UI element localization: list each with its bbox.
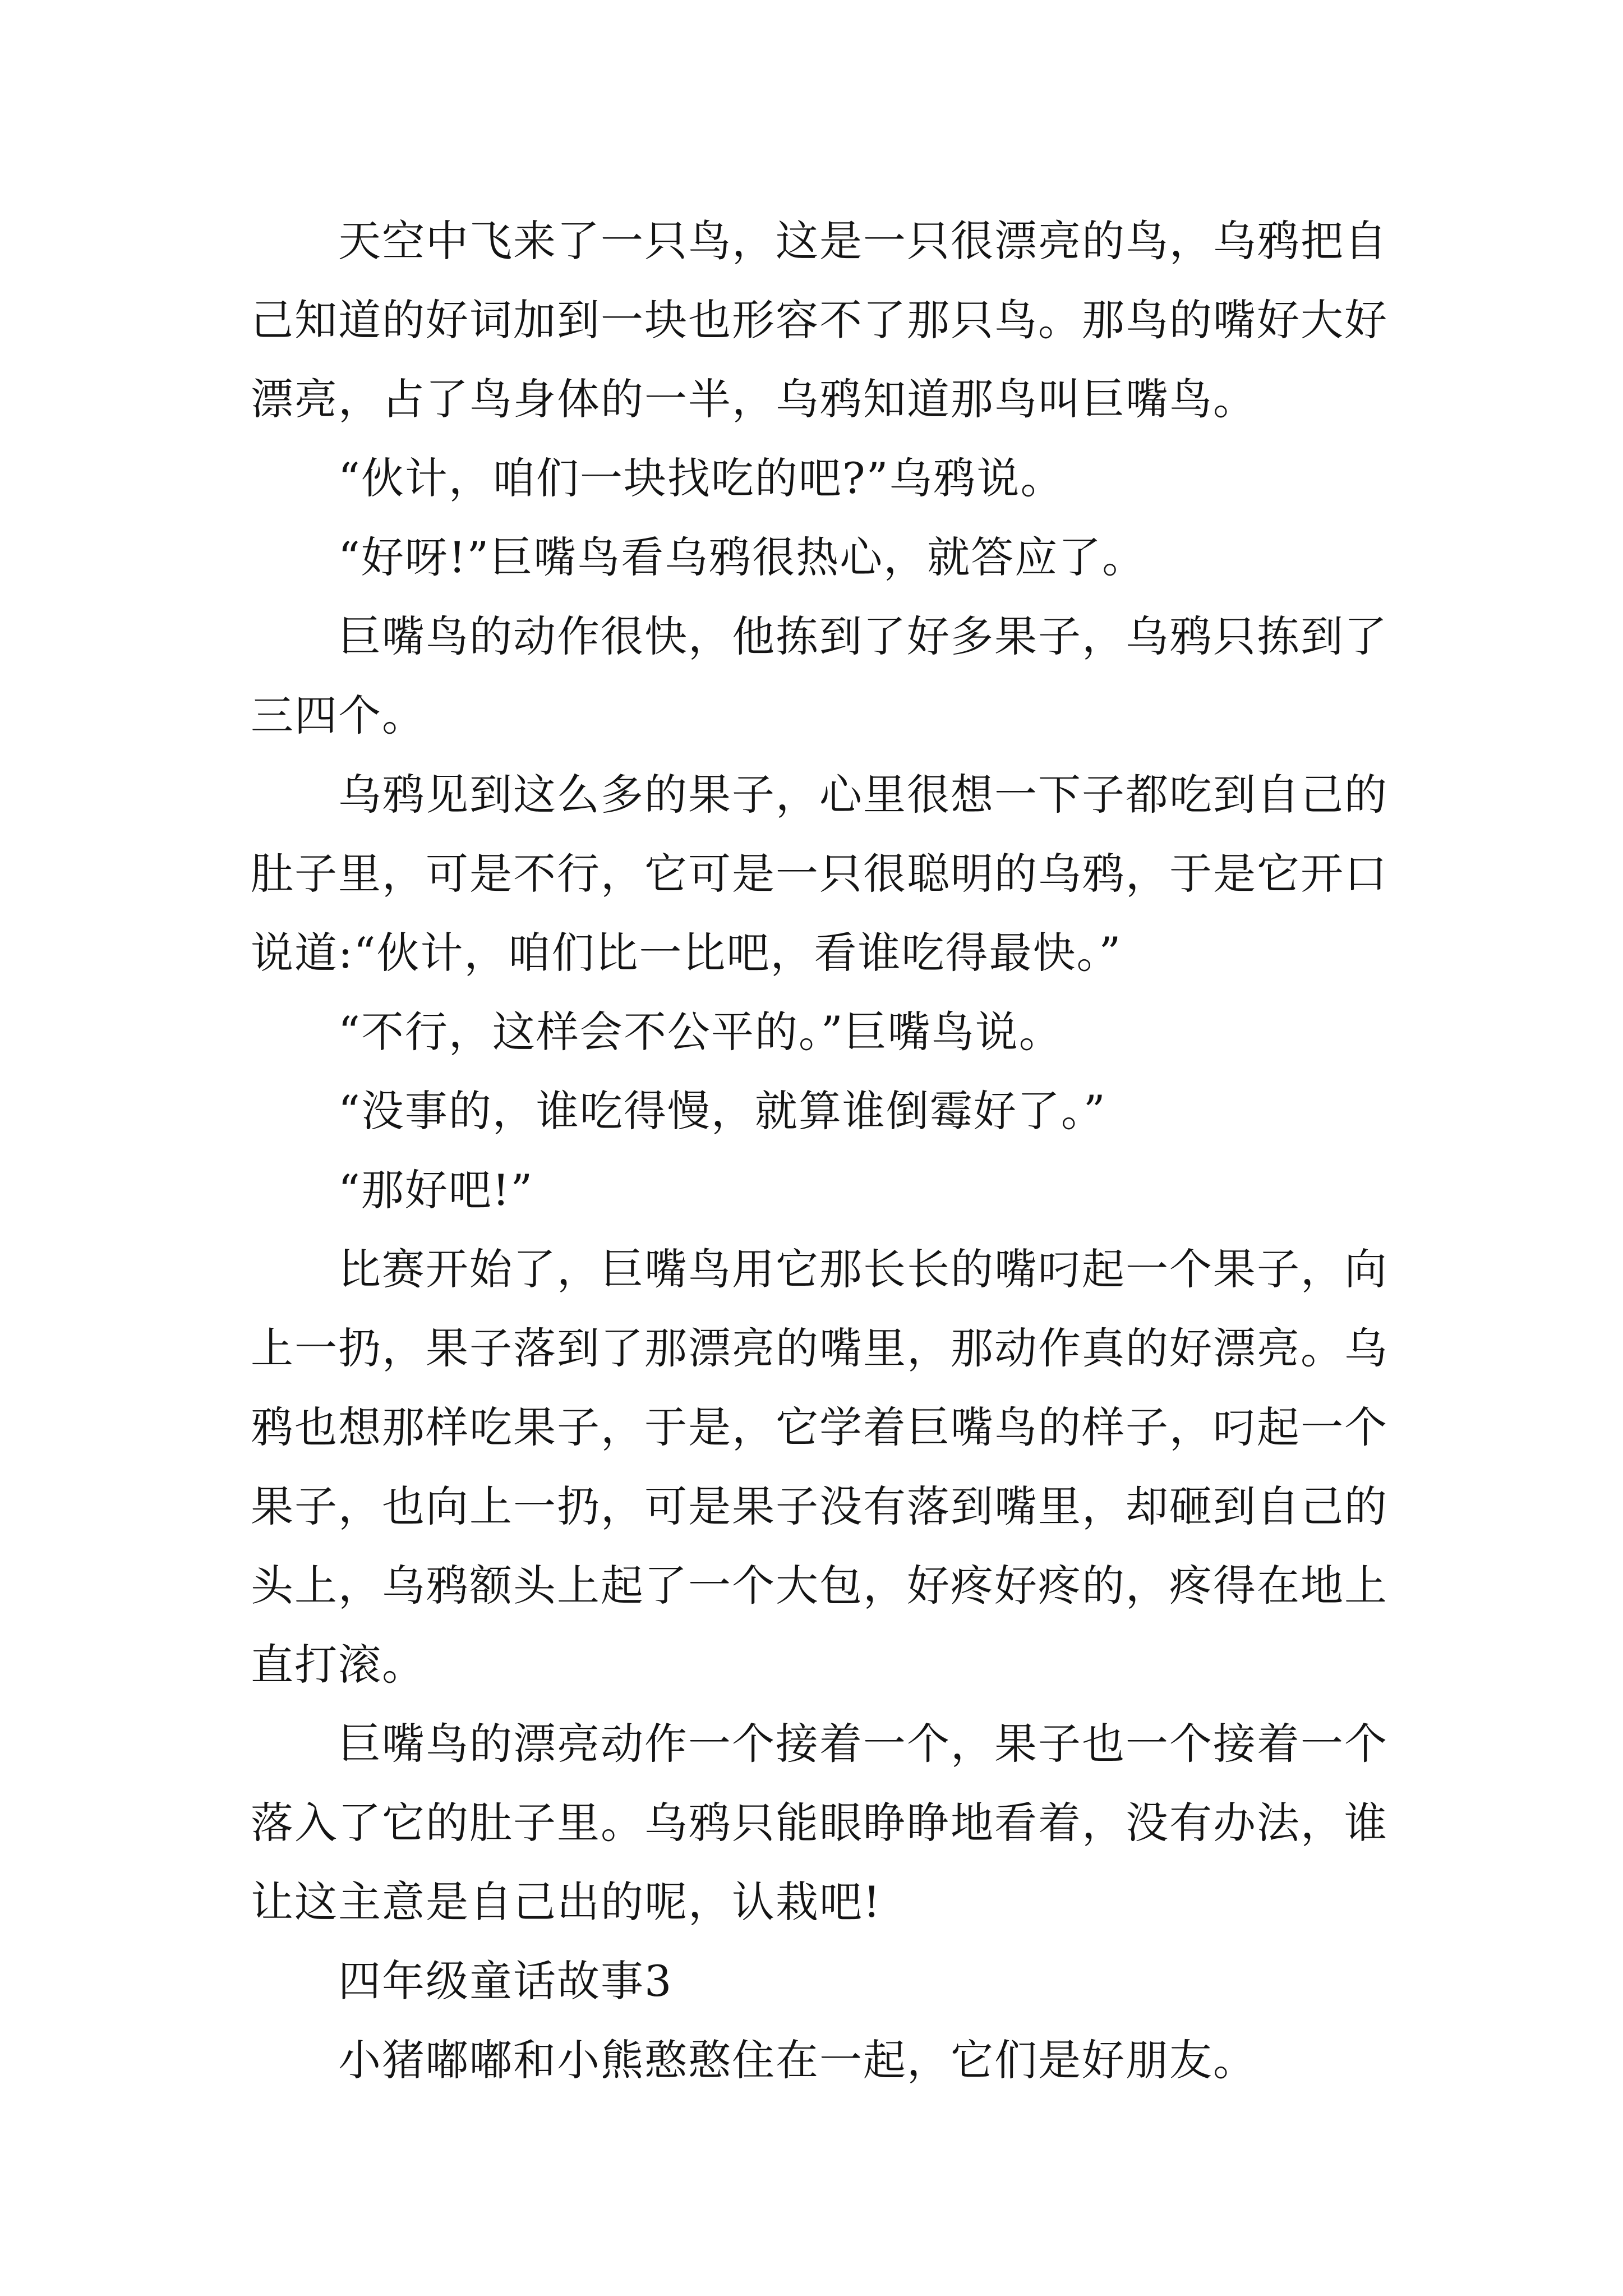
section-heading: 四年级童话故事3 [338, 1956, 673, 2006]
text-line: 小猪嘟嘟和小熊憨憨住在一起，它们是好朋友。 [338, 2035, 1257, 2085]
text-line: 漂亮，占了鸟身体的一半，乌鸦知道那鸟叫巨嘴鸟。 [251, 374, 1257, 424]
text-line: 果子，也向上一扔，可是果子没有落到嘴里，却砸到自己的 [251, 1481, 1388, 1531]
paragraph [251, 1704, 1395, 1941]
text-line: 头上，乌鸦额头上起了一个大包，好疼好疼的，疼得在地上 [251, 1561, 1388, 1611]
paragraph [251, 597, 1395, 755]
text-line: 让这主意是自己出的呢，认栽吧! [251, 1877, 882, 1927]
text-line: “不行，这样会不公平的。”巨嘴鸟说。 [338, 1007, 1063, 1057]
text-line: 直打滚。 [251, 1640, 426, 1690]
text-line: 天空中飞来了一只鸟，这是一只很漂亮的鸟，乌鸦把自 [338, 216, 1388, 266]
text-line: 巨嘴鸟的漂亮动作一个接着一个，果子也一个接着一个 [338, 1719, 1388, 1769]
body-text [251, 201, 1395, 2100]
text-line: 上一扔，果子落到了那漂亮的嘴里，那动作真的好漂亮。乌 [251, 1323, 1388, 1373]
text-line: 肚子里，可是不行，它可是一只很聪明的乌鸦，于是它开口 [251, 849, 1388, 899]
paragraph [251, 992, 1395, 1071]
text-line: “没事的，谁吃得慢，就算谁倒霉好了。” [338, 1086, 1106, 1136]
text-line: 乌鸦见到这么多的果子，心里很想一下子都吃到自己的 [338, 770, 1388, 820]
text-line: 鸦也想那样吃果子，于是，它学着巨嘴鸟的样子，叼起一个 [251, 1402, 1388, 1452]
text-line: 巨嘴鸟的动作很快，他拣到了好多果子，乌鸦只拣到了 [338, 611, 1388, 661]
text-line: 落入了它的肚子里。乌鸦只能眼睁睁地看着，没有办法，谁 [251, 1798, 1388, 1848]
paragraph [251, 755, 1395, 992]
paragraph [251, 201, 1395, 439]
text-line: “那好吧!” [338, 1165, 534, 1215]
paragraph [251, 439, 1395, 518]
paragraph [251, 2021, 1395, 2100]
text-line: 己知道的好词加到一块也形容不了那只鸟。那鸟的嘴好大好 [251, 295, 1388, 345]
text-line: 说道:“伙计，咱们比一比吧，看谁吃得最快。” [251, 928, 1122, 978]
text-line: “好呀!”巨嘴鸟看乌鸦很热心，就答应了。 [338, 532, 1146, 582]
paragraph [251, 1151, 1395, 1230]
text-line: “伙计，咱们一块找吃的吧?”乌鸦说。 [338, 453, 1064, 503]
text-line: 三四个。 [251, 691, 426, 740]
paragraph [251, 1071, 1395, 1151]
text-line: 比赛开始了，巨嘴鸟用它那长长的嘴叼起一个果子，向 [338, 1244, 1388, 1294]
paragraph [251, 1230, 1395, 1704]
paragraph [251, 518, 1395, 597]
